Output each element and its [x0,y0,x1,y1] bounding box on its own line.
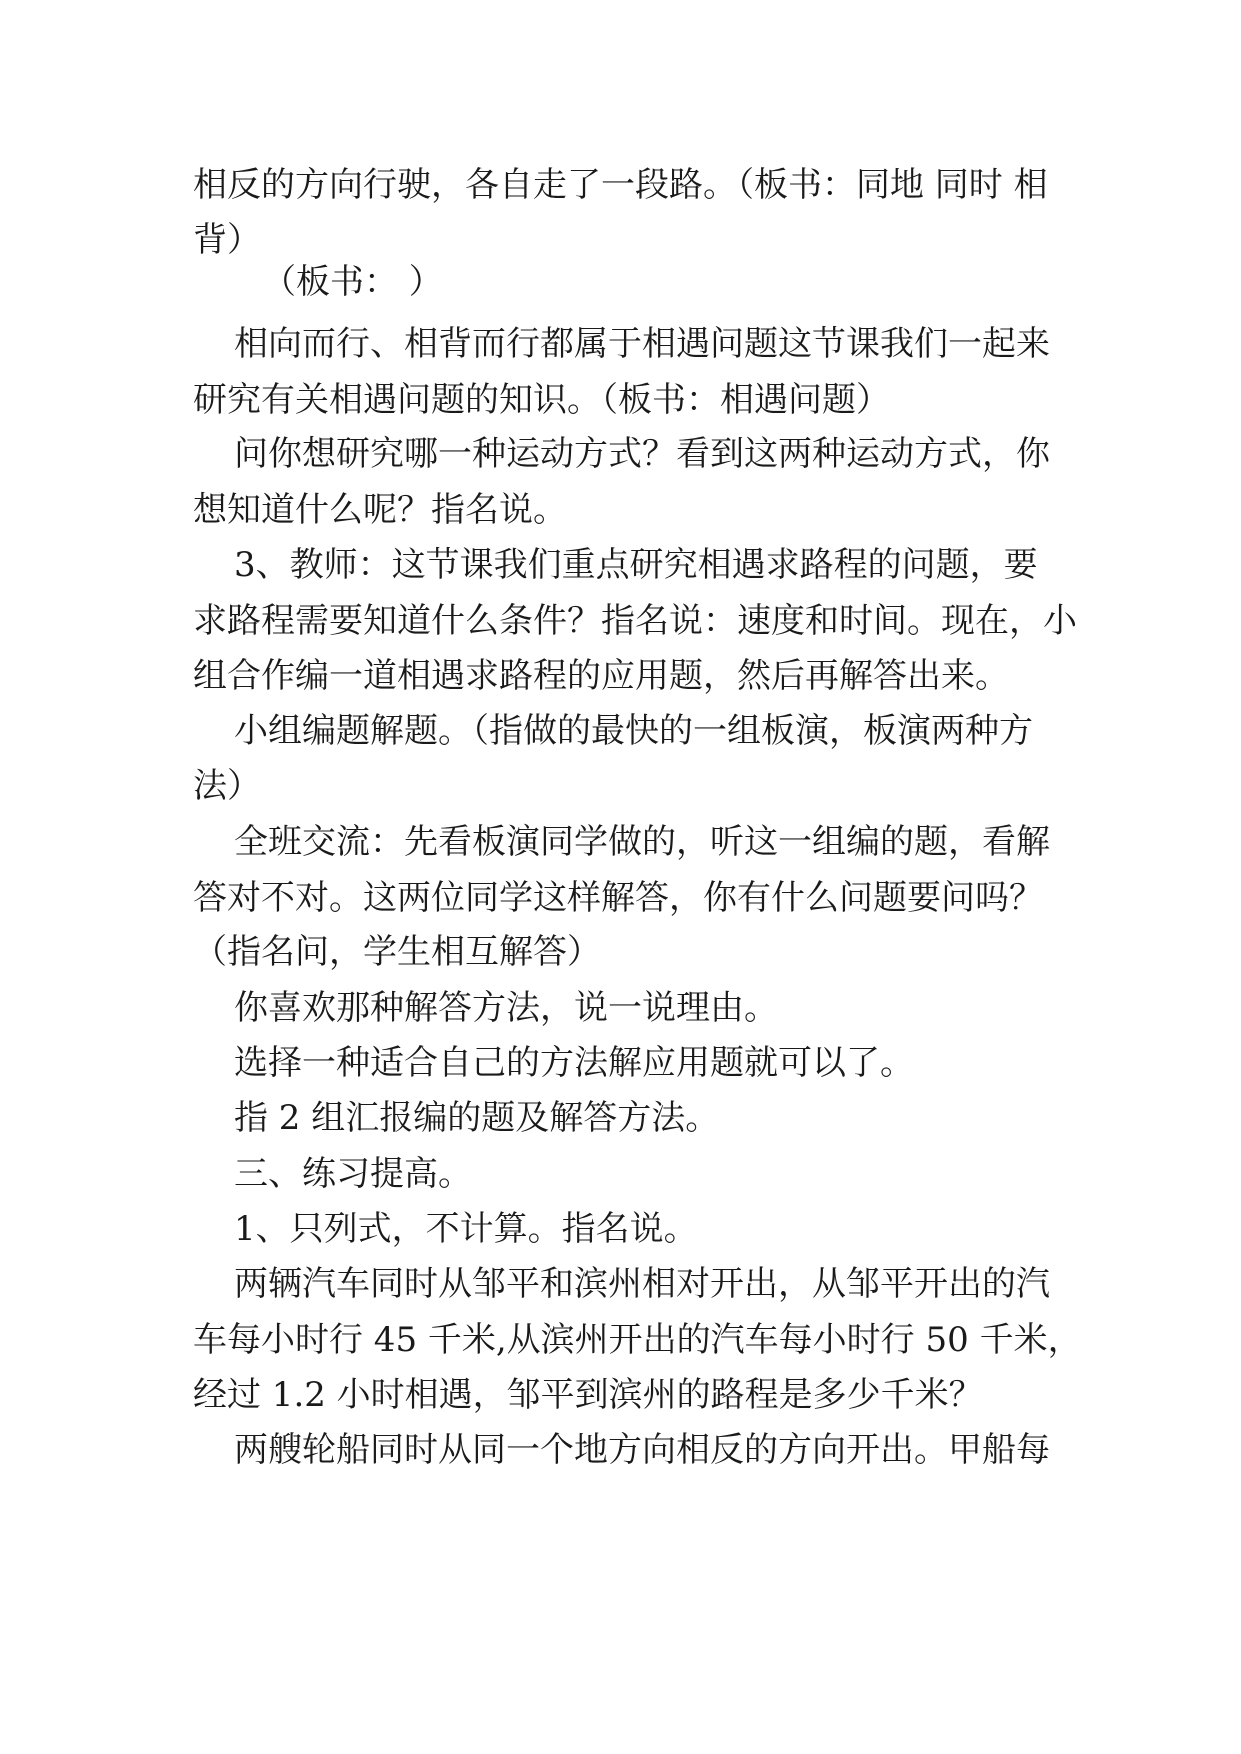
text-line: 小组编题解题。（指做的最快的一组板演，板演两种方 [234,711,1033,751]
text-line: 相反的方向行驶，各自走了一段路。（板书：同地 同时 相 [193,165,1048,205]
text-line: 全班交流：先看板演同学做的，听这一组编的题，看解 [234,822,1050,862]
text-line: 你喜欢那种解答方法，说一说理由。 [234,988,778,1028]
text-line: 指 2 组汇报编的题及解答方法。 [234,1098,720,1138]
text-line: 研究有关相遇问题的知识。（板书：相遇问题） [193,380,890,420]
text-line: 3、教师：这节课我们重点研究相遇求路程的问题，要 [234,545,1038,585]
text-line: 经过 1.2 小时相遇，邹平到滨州的路程是多少千米？ [193,1375,983,1415]
text-line: 背） [193,220,261,260]
text-line: 1、只列式，不计算。指名说。 [234,1209,698,1249]
text-line: 车每小时行 45 千米,从滨州开出的汽车每小时行 50 千米， [193,1320,1082,1360]
text-line: 三、练习提高。 [234,1154,472,1194]
text-line: 相向而行、相背而行都属于相遇问题这节课我们一起来 [234,324,1050,364]
text-line: 组合作编一道相遇求路程的应用题，然后再解答出来。 [193,656,1009,696]
text-line: 求路程需要知道什么条件？指名说：速度和时间。现在，小 [193,601,1077,641]
text-line: 两艘轮船同时从同一个地方向相反的方向开出。甲船每 [234,1430,1050,1470]
text-line: 问你想研究哪一种运动方式？看到这两种运动方式，你 [234,434,1050,474]
text-line: 答对不对。这两位同学这样解答，你有什么问题要问吗？ [193,878,1043,918]
text-line: 法） [193,766,261,806]
text-line: （指名问，学生相互解答） [193,932,601,972]
text-line: 选择一种适合自己的方法解应用题就可以了。 [234,1043,914,1083]
text-line: 想知道什么呢？指名说。 [193,490,567,530]
text-line: （板书： ） [262,262,443,302]
text-line: 两辆汽车同时从邹平和滨州相对开出，从邹平开出的汽 [234,1264,1050,1304]
